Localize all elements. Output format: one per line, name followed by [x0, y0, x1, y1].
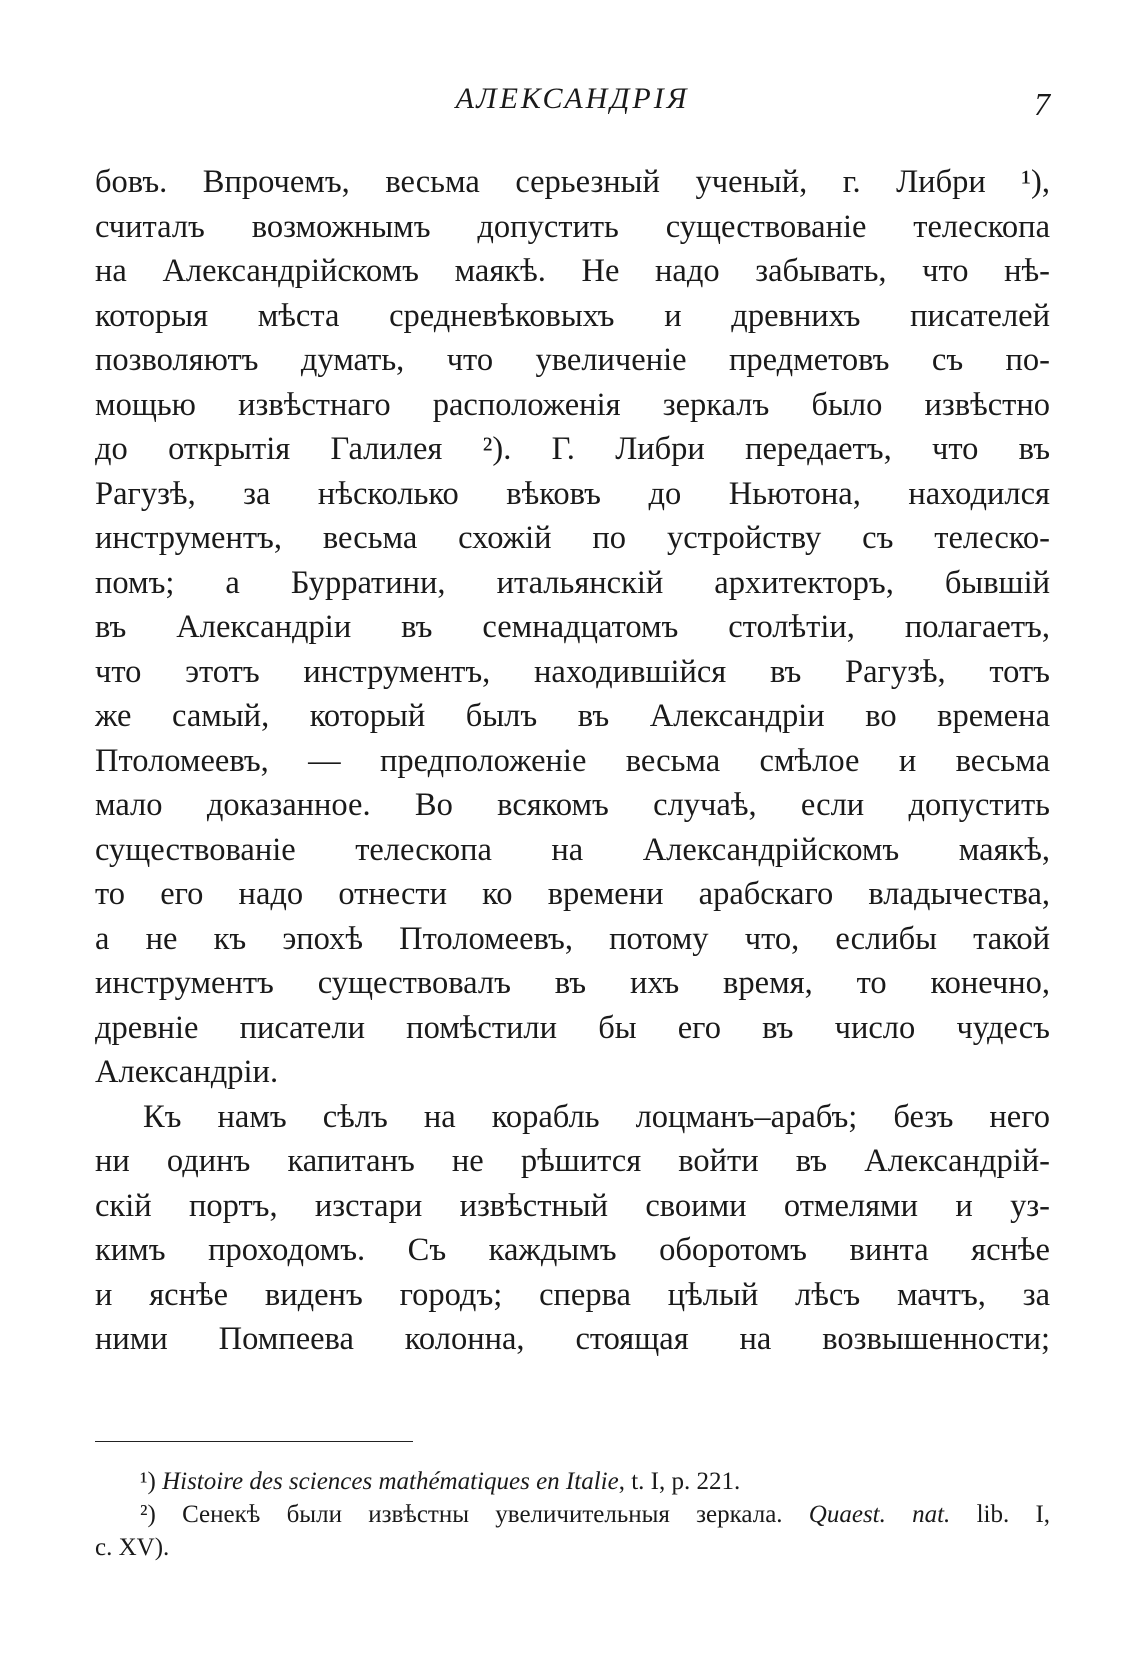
text-line: въ Александріи въ семнадцатомъ столѣтіи, полагаетъ,: [95, 609, 1050, 645]
text-line: что этотъ инструментъ, находившійся въ Рагузѣ, тотъ: [95, 653, 1050, 690]
footnote-1-title: Histoire des sciences mathématiques en Italie: [162, 1468, 619, 1495]
text-line: а не къ эпохѣ Птоломеевъ, потому что, еслибы такой: [95, 920, 1050, 957]
text-line: скій портъ, изстари извѣстный своими отмелями и уз-: [95, 1187, 1050, 1224]
text-line: Птоломеевъ, — предположеніе весьма смѣлое и весьма: [95, 742, 1050, 779]
text-line: Рагузѣ, за нѣсколько вѣковъ до Ньютона, находился: [95, 475, 1050, 512]
text-line: мощью извѣстнаго расположенія зеркалъ было извѣстно: [95, 386, 1050, 423]
footnote-2-continuation: c. XV).: [95, 1534, 170, 1561]
footnote-2-source: Quaest. nat.: [808, 1501, 951, 1528]
text-line: древніе писатели помѣстили бы его въ число чудесъ: [95, 1009, 1050, 1046]
page-number: 7: [1034, 86, 1050, 122]
text-line: на Александрійскомъ маякѣ. Не надо забывать, что нѣ-: [95, 253, 1050, 289]
text-line: помъ; а Бурратини, итальянскій архитекторъ, бывшій: [95, 564, 1050, 601]
footnote-2-text: Сенекѣ были извѣстны увеличительныя зеркала.: [182, 1501, 783, 1528]
footnote-2-ref: lib. I,: [976, 1501, 1051, 1528]
text-line: ними Помпеева колонна, стоящая на возвышенности;: [95, 1321, 1050, 1357]
text-line: же самый, который былъ въ Александріи во времена: [95, 698, 1050, 734]
text-line: то его надо отнести ко времени арабскаго владычества,: [95, 876, 1050, 912]
footnotes: [95, 1465, 1050, 1564]
text-line: инструментъ существовалъ въ ихъ время, то конечно,: [95, 965, 1050, 1001]
text-line: позволяютъ думать, что увеличеніе предметовъ съ по-: [95, 342, 1050, 378]
footnote-2-mark: ²): [140, 1501, 156, 1528]
paragraph-end-line: Александріи.: [95, 1054, 279, 1090]
footnote-divider: [95, 1441, 413, 1442]
text-line: ни одинъ капитанъ не рѣшится войти въ Александрій-: [95, 1143, 1050, 1179]
body-text: [95, 160, 1050, 1362]
text-line: кимъ проходомъ. Съ каждымъ оборотомъ винта яснѣе: [95, 1232, 1050, 1268]
page-header: [95, 82, 1050, 126]
footnote-1-mark: ¹): [140, 1468, 156, 1495]
text-line: считалъ возможнымъ допустить существованіе телескопа: [95, 208, 1050, 245]
text-line: бовъ. Впрочемъ, весьма серьезный ученый, г. Либри ¹),: [95, 164, 1050, 200]
text-line: которыя мѣста средневѣковыхъ и древнихъ писателей: [95, 297, 1050, 334]
footnote-2: [95, 1498, 1050, 1531]
paragraph-start-line: Къ намъ сѣлъ на корабль лоцманъ–арабъ; безъ него: [143, 1098, 1050, 1135]
footnote-1-ref: , t. I, p. 221.: [618, 1468, 741, 1495]
text-line: и яснѣе виденъ городъ; сперва цѣлый лѣсъ мачтъ, за: [95, 1276, 1050, 1313]
text-line: до открытія Галилея ²). Г. Либри передаетъ, что въ: [95, 431, 1050, 467]
text-line: существованіе телескопа на Александрійскомъ маякѣ,: [95, 831, 1050, 868]
text-line: инструментъ, весьма схожій по устройству съ телеско-: [95, 520, 1050, 556]
running-title: АЛЕКСАНДРІЯ: [455, 82, 690, 115]
footnote-1: [95, 1465, 1050, 1498]
text-line: мало доказанное. Во всякомъ случаѣ, если допустить: [95, 787, 1050, 823]
